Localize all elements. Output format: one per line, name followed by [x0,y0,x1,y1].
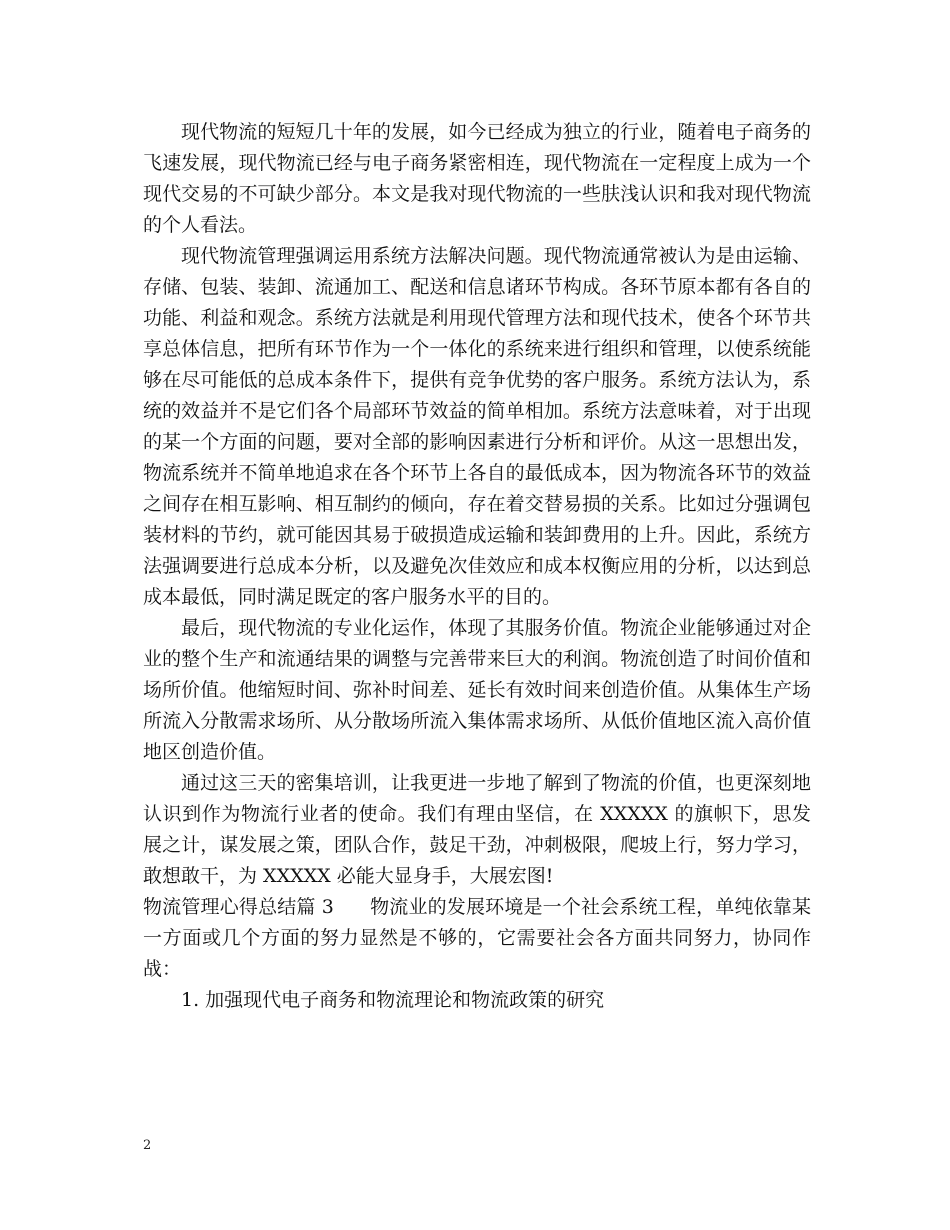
paragraph-intro: 现代物流的短短几十年的发展，如今已经成为独立的行业，随着电子商务的飞速发展，现代物流已经与电子商务紧密相连，现代物流在一定程度上成为一个现代交易的不可缺少部分。本文是我对现代物流的一些肤浅认识和我对现代物流的个人看法。 [143,121,811,236]
section-title: 物流管理心得总结篇 3 [143,896,334,918]
document-body [143,117,811,1016]
section-text: 物流业的发展环境是一个社会系统工程，单纯依靠某一方面或几个方面的努力显然是不够的，它需要社会各方面共同努力，协同作战： [143,896,811,980]
paragraph-training-summary: 通过这三天的密集培训，让我更进一步地了解到了物流的价值，也更深刻地认识到作为物流行业者的使命。我们有理由坚信，在 XXXXX 的旗帜下，思发展之计，谋发展之策，团队合作，鼓足干劲，冲刺极限，爬坡上行，努力学习，敢想敢干，为 XXXXX 必能大显身手，大展宏图! [143,772,811,887]
list-item: 1. 加强现代电子商务和物流理论和物流政策的研究 [181,989,605,1011]
section-paragraph [143,892,811,985]
paragraph-system-method: 现代物流管理强调运用系统方法解决问题。现代物流通常被认为是由运输、存储、包装、装卸、流通加工、配送和信息诸环节构成。各环节原本都有各自的功能、利益和观念。系统方法就是利用现代管理方法和现代技术，使各个环节共享总体信息，把所有环节作为一个一体化的系统来进行组织和管理，以使系统能够在尽可能低的总成本条件下，提供有竞争优势的客户服务。系统方法认为，系统的效益并不是它们各个局部环节效益的简单相加。系统方法意味着，对于出现的某一个方面的问题，要对全部的影响因素进行分析和评价。从这一思想出发，物流系统并不简单地追求在各个环节上各自的最低成本，因为物流各环节的效益之间存在相互影响、相互制约的倾向，存在着交替易损的关系。比如过分强调包装材料的节约，就可能因其易于破损造成运输和装卸费用的上升。因此，系统方法强调要进行总成本分析，以及避免次佳效应和成本权衡应用的分析，以达到总成本最低，同时满足既定的客户服务水平的目的。 [143,245,811,608]
paragraph-service-value: 最后，现代物流的专业化运作，体现了其服务价值。物流企业能够通过对企业的整个生产和流通结果的调整与完善带来巨大的利润。物流创造了时间价值和场所价值。他缩短时间、弥补时间差、延长有效时间来创造价值。从集体生产场所流入分散需求场所、从分散场所流入集体需求场所、从低价值地区流入高价值地区创造价值。 [143,617,811,763]
page-number: 2 [143,1138,152,1153]
